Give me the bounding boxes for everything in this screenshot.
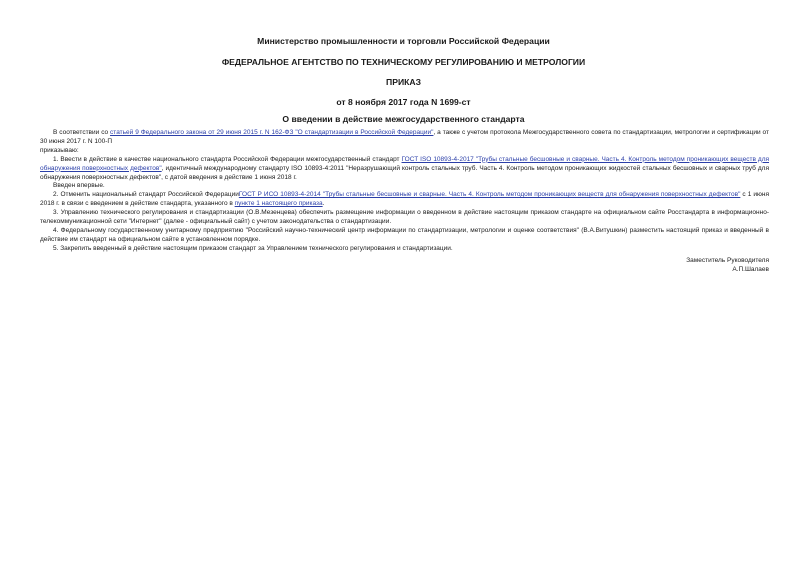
item-4-paragraph: 4. Федеральному государственному унитарному предприятию "Российский научно-технический центр информации по стандартизации, метрологии и оценке соответствия" (В.А.Витушкин) разместить настоящий приказ и введенный в действие им стандарт на официальном сайте в установленном порядке. bbox=[40, 226, 769, 243]
document-type-heading: ПРИКАЗ bbox=[386, 77, 421, 87]
item-1-paragraph bbox=[40, 156, 769, 183]
preamble-paragraph bbox=[40, 129, 769, 147]
document-body bbox=[40, 129, 769, 274]
order-word: приказываю: bbox=[40, 146, 79, 154]
item-1-text-1: 1. Ввести в действие в качестве национального стандарта Российской Федерации межгосударственный стандарт bbox=[53, 155, 402, 163]
federal-law-link[interactable]: статьей 9 Федерального закона от 29 июня 2015 г. N 162-ФЗ "О стандартизации в Российской Федерации" bbox=[110, 129, 434, 136]
signature-block bbox=[40, 256, 769, 274]
item-3-paragraph: 3. Управлению технического регулирования и стандартизации (О.В.Мезенцева) обеспечить размещение информации о введенном в действие настоящим приказом стандарте на официальном сайте Росстандарта в информационно-телекоммуникационной сети "Интернет" (далее - официальный сайт) с учетом законодательства о стандартизации. bbox=[40, 209, 769, 226]
gost-r-iso-link[interactable]: ГОСТ Р ИСО 10893-4-2014 "Трубы стальные бесшовные и сварные. Часть 4. Контроль методом проникающих веществ для обнаружения поверхностных дефектов" bbox=[238, 191, 741, 199]
signatory-position: Заместитель Руководителя bbox=[686, 256, 769, 264]
item-2-text-3: . bbox=[322, 200, 325, 208]
item-1-reference-link[interactable]: пункте 1 настоящего приказа bbox=[234, 200, 323, 208]
item-1-text-2: , идентичный международному стандарту ISO 10893-4:2011 "Неразрушающий контроль стальных труб. Часть 4. Контроль методом проникающих жидкостей стальных бесшовных и сварных труб для обнаружения поверхностных дефектов", с датой введения в действие 1 июня 2018 г. bbox=[40, 164, 769, 181]
preamble-text-2: , а также с учетом протокола Межгосударственного совета по стандартизации, метрологии и сертификации от 30 июня 2017 г. N 100-П bbox=[40, 129, 769, 145]
item-2-text-1: 2. Отменить национальный стандарт Российской Федерации bbox=[53, 191, 239, 199]
gost-iso-link[interactable]: ГОСТ ISO 10893-4-2017 "Трубы стальные бесшовные и сварные. Часть 4. Контроль методом проникающих веществ для обнаружения поверхностных дефектов" bbox=[40, 155, 770, 172]
subject-heading: О введении в действие межгосударственного стандарта bbox=[282, 114, 525, 124]
item-2-paragraph bbox=[40, 191, 769, 209]
ministry-heading: Министерство промышленности и торговли Российской Федерации bbox=[257, 36, 550, 46]
signatory-name: А.П.Шалаев bbox=[732, 265, 769, 273]
item-5-paragraph: 5. Закрепить введенный в действие настоящим приказом стандарт за Управлением технического регулирования и стандартизации. bbox=[53, 244, 453, 252]
date-number-heading: от 8 ноября 2017 года N 1699-ст bbox=[336, 97, 471, 107]
first-time-note: Введен впервые. bbox=[53, 182, 105, 190]
agency-heading: ФЕДЕРАЛЬНОЕ АГЕНТСТВО ПО ТЕХНИЧЕСКОМУ РЕГУЛИРОВАНИЮ И МЕТРОЛОГИИ bbox=[221, 57, 586, 67]
item-2-text-2: с 1 июня 2018 г. в связи с введением в действие стандарта, указанного в bbox=[40, 191, 769, 208]
preamble-text-1: В соответствии со bbox=[53, 129, 111, 136]
